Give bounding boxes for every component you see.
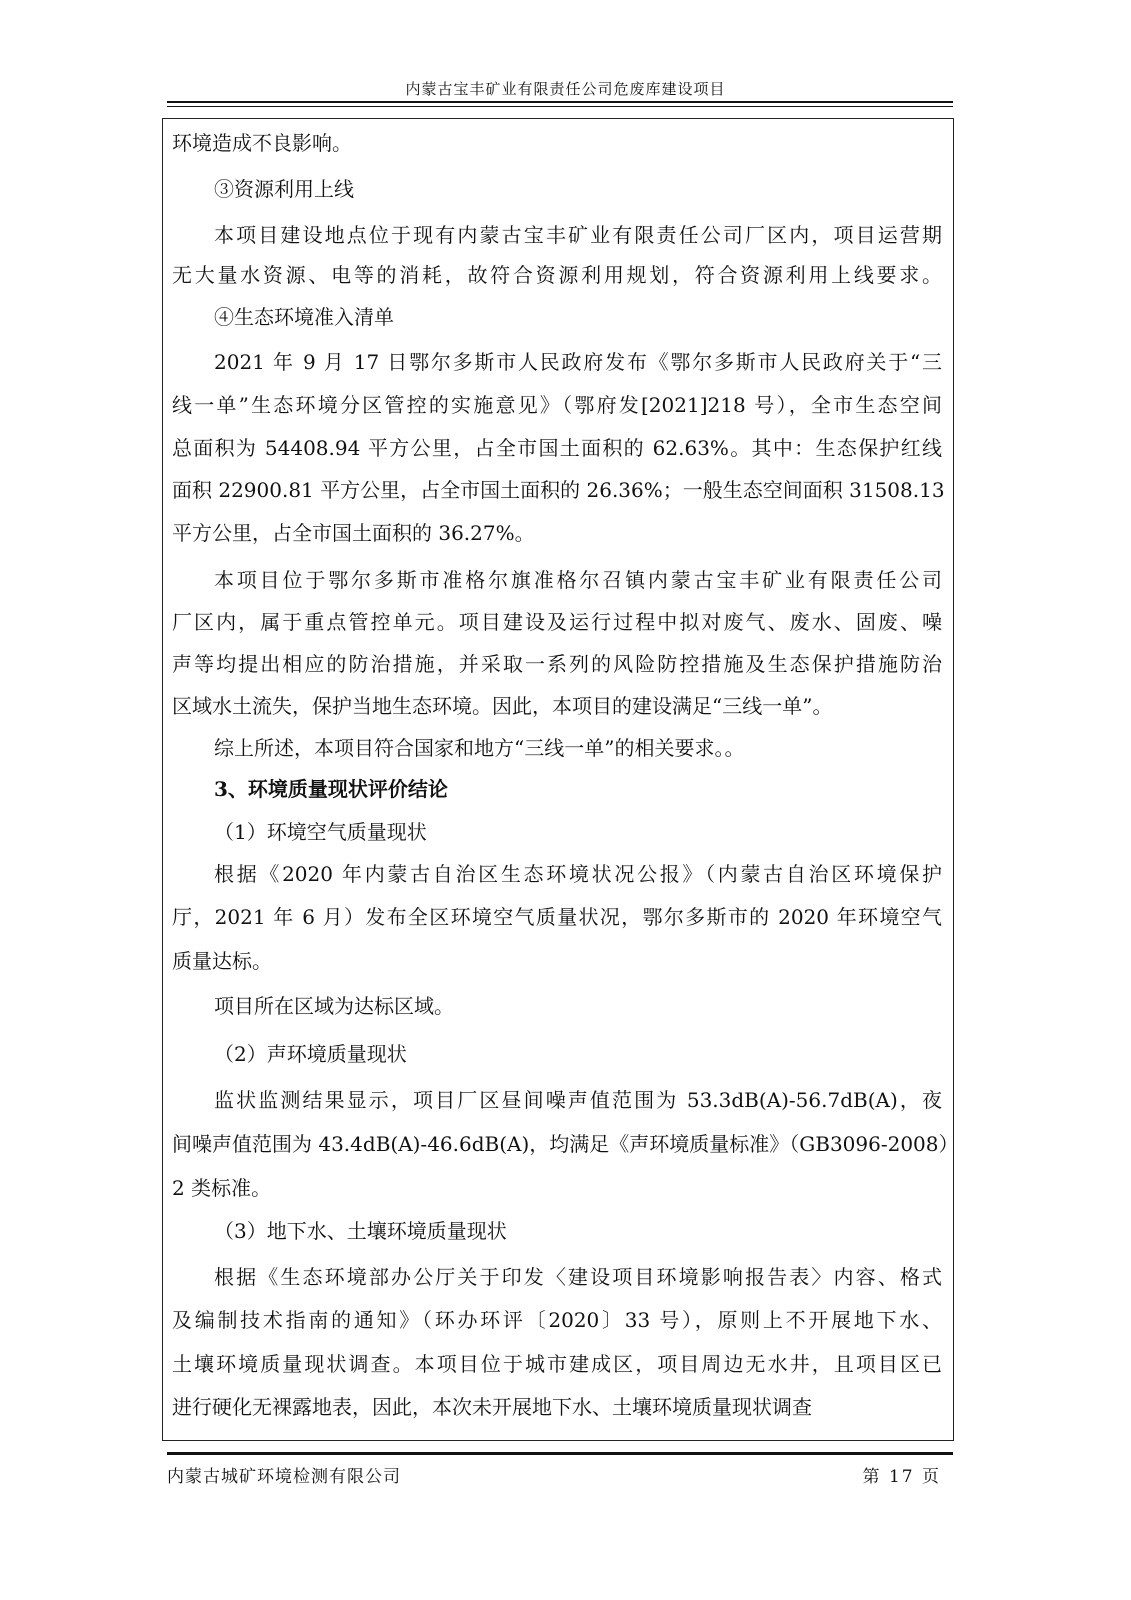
subsection-heading: （3）地下水、土壤环境质量现状	[214, 1219, 507, 1243]
text-line: 进行硬化无裸露地表，因此，本次未开展地下水、土壤环境质量现状调查	[172, 1395, 812, 1419]
text-line: 质量达标。	[172, 949, 272, 973]
text-line: 环境造成不良影响。	[172, 131, 352, 155]
text-line: 间噪声值范围为 43.4dB(A)-46.6dB(A)，均满足《声环境质量标准》（GB3096-2008）	[172, 1132, 959, 1156]
text-line: 2021 年 9 月 17 日鄂尔多斯市人民政府发布《鄂尔多斯市人民政府关于“三	[214, 350, 942, 374]
document-header-title: 内蒙古宝丰矿业有限责任公司危废库建设项目	[405, 80, 726, 98]
text-line: 本项目位于鄂尔多斯市准格尔旗准格尔召镇内蒙古宝丰矿业有限责任公司	[214, 568, 942, 592]
text-line: 声等均提出相应的防治措施，并采取一系列的风险防控措施及生态保护措施防治	[172, 652, 942, 676]
subsection-heading: ③资源利用上线	[214, 177, 354, 201]
text-line: 及编制技术指南的通知》（环办环评〔2020〕33 号），原则上不开展地下水、	[172, 1308, 942, 1332]
text-line: 综上所述，本项目符合国家和地方“三线一单”的相关要求。。	[214, 736, 745, 760]
header-rule-thin	[167, 106, 953, 107]
page-number: 第 17 页	[862, 1467, 941, 1487]
section-heading: 3、环境质量现状评价结论	[214, 777, 448, 801]
footer-company: 内蒙古城矿环境检测有限公司	[167, 1467, 401, 1487]
text-line: 无大量水资源、电等的消耗，故符合资源利用规划，符合资源利用上线要求。	[172, 263, 942, 287]
text-line: 土壤环境质量现状调查。本项目位于城市建成区，项目周边无水井，且项目区已	[172, 1352, 942, 1376]
header-rule	[167, 101, 953, 103]
footer-rule	[167, 1452, 953, 1455]
subsection-heading: （1）环境空气质量现状	[214, 820, 427, 844]
text-line: 2 类标准。	[172, 1176, 272, 1200]
text-line: 厅，2021 年 6 月）发布全区环境空气质量状况，鄂尔多斯市的 2020 年环境空气	[172, 905, 942, 929]
text-line: 项目所在区域为达标区域。	[214, 994, 454, 1018]
text-line: 根据《2020 年内蒙古自治区生态环境状况公报》（内蒙古自治区环境保护	[214, 862, 942, 886]
subsection-heading: （2）声环境质量现状	[214, 1042, 407, 1066]
text-line: 面积 22900.81 平方公里，占全市国土面积的 26.36%；一般生态空间面积 31508.13	[172, 478, 945, 502]
text-line: 厂区内，属于重点管控单元。项目建设及运行过程中拟对废气、废水、固废、噪	[172, 610, 942, 634]
text-line: 平方公里，占全市国土面积的 36.27%。	[172, 521, 535, 545]
text-line: 区域水土流失，保护当地生态环境。因此，本项目的建设满足“三线一单”。	[172, 694, 833, 718]
text-line: 根据《生态环境部办公厅关于印发〈建设项目环境影响报告表〉内容、格式	[214, 1265, 942, 1289]
text-line: 线一单”生态环境分区管控的实施意见》（鄂府发[2021]218 号），全市生态空间	[172, 393, 942, 417]
text-line: 监状监测结果显示，项目厂区昼间噪声值范围为 53.3dB(A)-56.7dB(A)，夜	[214, 1088, 942, 1112]
subsection-heading: ④生态环境准入清单	[214, 305, 394, 329]
text-line: 总面积为 54408.94 平方公里，占全市国土面积的 62.63%。其中：生态保护红线	[172, 436, 942, 460]
text-line: 本项目建设地点位于现有内蒙古宝丰矿业有限责任公司厂区内，项目运营期	[214, 223, 942, 247]
